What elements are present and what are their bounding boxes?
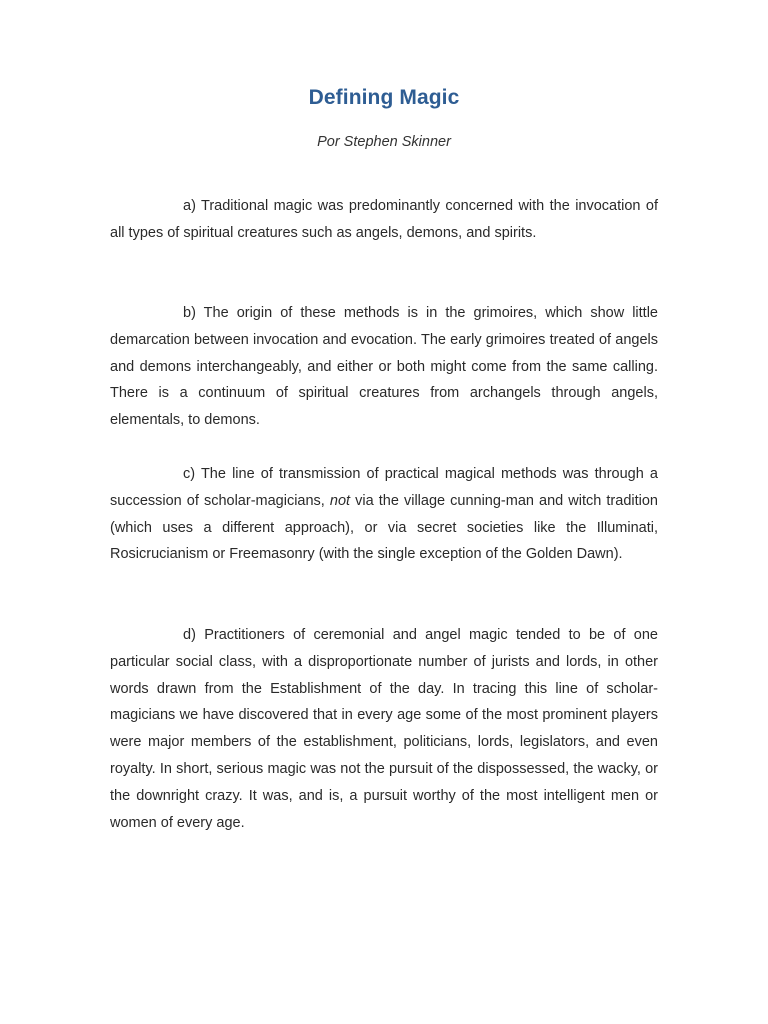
author-byline: Por Stephen Skinner bbox=[317, 134, 451, 150]
paragraph-b-text: b) The origin of these methods is in the grimoires, which show little demarcation between invocation and evocation. The early grimoires treated of angels and demons interchangeably, and either or both might come from the same calling. There is a continuum of spiritual creatures from archangels through angels, elementals, to demons. bbox=[110, 305, 658, 429]
paragraph-a-text: a) Traditional magic was predominantly concerned with the invocation of all types of spiritual creatures such as angels, demons, and spirits. bbox=[110, 198, 658, 241]
paragraph-a bbox=[110, 193, 658, 247]
paragraph-c-before: c) The line of transmission of practical magical methods was through a succession of scholar-magicians, bbox=[110, 466, 658, 509]
paragraph-c-after: via the village cunning-man and witch tradition (which uses a different approach), or via secret societies like the Illuminati, Rosicrucianism or Freemasonry (with the single exception of the Golden Dawn). bbox=[110, 492, 658, 563]
paragraph-d bbox=[110, 622, 658, 836]
page-title: Defining Magic bbox=[308, 86, 460, 109]
paragraph-d-text: d) Practitioners of ceremonial and angel magic tended to be of one particular social class, with a disproportionate number of jurists and lords, in other words drawn from the Establishment of the day. In tracing this line of scholar-magicians we have discovered that in every age some of the most prominent players were major members of the establishment, politicians, lords, legislators, and even royalty. In short, serious magic was not the pursuit of the dispossessed, the wacky, or the downright crazy. It was, and is, a pursuit worthy of the most intelligent men or women of every age. bbox=[110, 627, 658, 831]
paragraph-c bbox=[110, 461, 658, 568]
paragraph-b bbox=[110, 300, 658, 434]
paragraph-c-emphasis: not bbox=[329, 492, 351, 509]
paragraph-c-text bbox=[110, 461, 658, 568]
